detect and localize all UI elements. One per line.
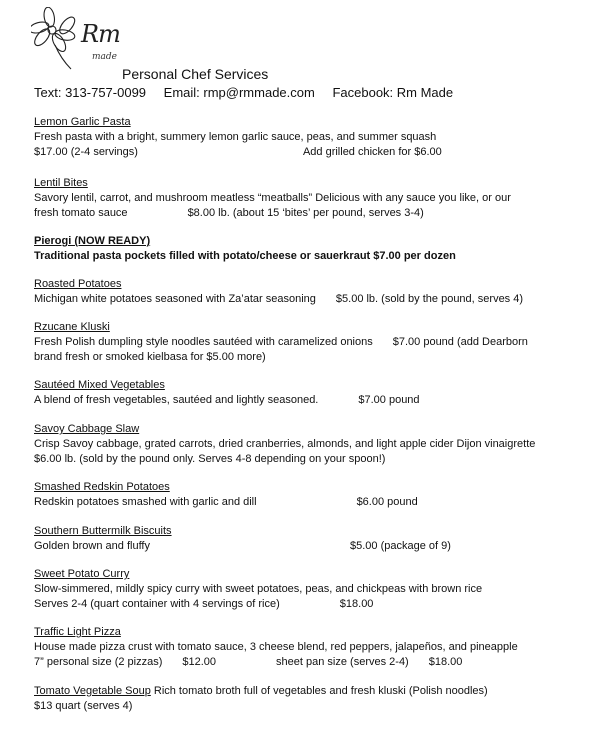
item-description: Fresh Polish dumpling style noodles sautéed with caramelized onions <box>34 336 373 348</box>
menu-item <box>34 422 594 467</box>
item-price: $5.00 (package of 9) <box>349 540 451 552</box>
item-servings: Serves 2-4 (quart container with 4 servings of rice) <box>34 598 280 610</box>
item-description-line <box>34 292 594 307</box>
item-title: Tomato Vegetable Soup <box>34 685 151 697</box>
item-description: Savory lentil, carrot, and mushroom meatless “meatballs” Delicious with any sauce you like, or our <box>34 192 511 204</box>
item-description: Rich tomato broth full of vegetables and fresh kluski (Polish noodles) <box>150 685 488 697</box>
item-price-large: $18.00 <box>428 656 463 668</box>
item-size-small: 7” personal size (2 pizzas) <box>34 656 163 668</box>
item-title: Smashed Redskin Potatoes <box>34 481 170 493</box>
menu-item <box>34 524 594 554</box>
item-price-line <box>34 655 594 670</box>
item-description: Michigan white potatoes seasoned with Za’atar seasoning <box>34 293 316 305</box>
item-description: Crisp Savoy cabbage, grated carrots, dried cranberries, almonds, and light apple cider Dijon vinaigrette <box>34 438 536 450</box>
item-title: Traffic Light Pizza <box>34 626 121 638</box>
item-addon: Add grilled chicken for $6.00 <box>302 146 442 158</box>
item-description-more: brand fresh or smoked kielbasa for $5.00 more) <box>34 351 266 363</box>
item-description-end: fresh tomato sauce <box>34 207 128 219</box>
item-description-line <box>34 495 594 510</box>
page-title: Personal Chef Services <box>122 66 269 82</box>
item-price: $6.00 pound <box>356 496 418 508</box>
item-price-line <box>34 597 594 612</box>
item-description: Golden brown and fluffy <box>34 540 150 552</box>
item-title: Pierogi (NOW READY) <box>34 235 151 247</box>
logo-subtext: made <box>92 52 117 62</box>
item-price-small: $12.00 <box>182 656 217 668</box>
menu-item <box>34 625 594 670</box>
menu-item <box>34 115 594 160</box>
item-price: $17.00 (2-4 servings) <box>34 146 138 158</box>
menu-item <box>34 480 594 510</box>
item-title: Savoy Cabbage Slaw <box>34 423 140 435</box>
item-size-large: sheet pan size (serves 2-4) <box>276 656 409 668</box>
item-title: Sweet Potato Curry <box>34 568 130 580</box>
logo-text: Rm <box>81 20 120 48</box>
item-description: Traditional pasta pockets filled with potato/cheese or sauerkraut $7.00 per dozen <box>34 250 456 262</box>
item-description: Slow-simmered, mildly spicy curry with sweet potatoes, peas, and chickpeas with brown rice <box>34 583 483 595</box>
contact-text: Text: 313-757-0099 <box>34 85 147 100</box>
item-price: $8.00 lb. (about 15 ‘bites’ per pound, serves 3-4) <box>187 207 424 219</box>
item-title: Rzucane Kluski <box>34 321 110 333</box>
item-title-line <box>34 684 594 699</box>
item-title: Lemon Garlic Pasta <box>34 116 131 128</box>
item-description-line <box>34 393 594 408</box>
menu-item <box>34 320 594 365</box>
item-title: Southern Buttermilk Biscuits <box>34 525 172 537</box>
menu-item <box>34 176 594 221</box>
item-description: Redskin potatoes smashed with garlic and dill <box>34 496 257 508</box>
menu-item <box>34 567 594 612</box>
item-price: $7.00 pound <box>358 394 420 406</box>
item-title: Lentil Bites <box>34 177 88 189</box>
contact-facebook: Facebook: Rm Made <box>332 85 454 100</box>
item-price: $18.00 <box>339 598 374 610</box>
item-price-line <box>34 206 594 221</box>
item-description: A blend of fresh vegetables, sautéed and lightly seasoned. <box>34 394 319 406</box>
item-price: $7.00 pound (add Dearborn <box>392 336 528 348</box>
item-description-line <box>34 335 594 350</box>
item-price-line <box>34 145 594 160</box>
menu-item <box>34 378 594 408</box>
item-price: $13 quart (serves 4) <box>34 700 133 712</box>
item-price: $5.00 lb. (sold by the pound, serves 4) <box>335 293 524 305</box>
item-title: Roasted Potatoes <box>34 278 122 290</box>
item-title: Sautéed Mixed Vegetables <box>34 379 165 391</box>
menu-item <box>34 234 594 264</box>
menu-item <box>34 277 594 307</box>
item-description: Fresh pasta with a bright, summery lemon garlic sauce, peas, and summer squash <box>34 131 437 143</box>
item-description: House made pizza crust with tomato sauce, 3 cheese blend, red peppers, jalapeños, and pineapple <box>34 641 518 653</box>
menu-item <box>34 684 594 714</box>
item-price: $6.00 lb. (sold by the pound only. Serves 4-8 depending on your spoon!) <box>34 453 386 465</box>
contact-email: Email: rmp@rmmade.com <box>163 85 315 100</box>
contact-line <box>34 85 467 100</box>
item-description-line <box>34 539 594 554</box>
